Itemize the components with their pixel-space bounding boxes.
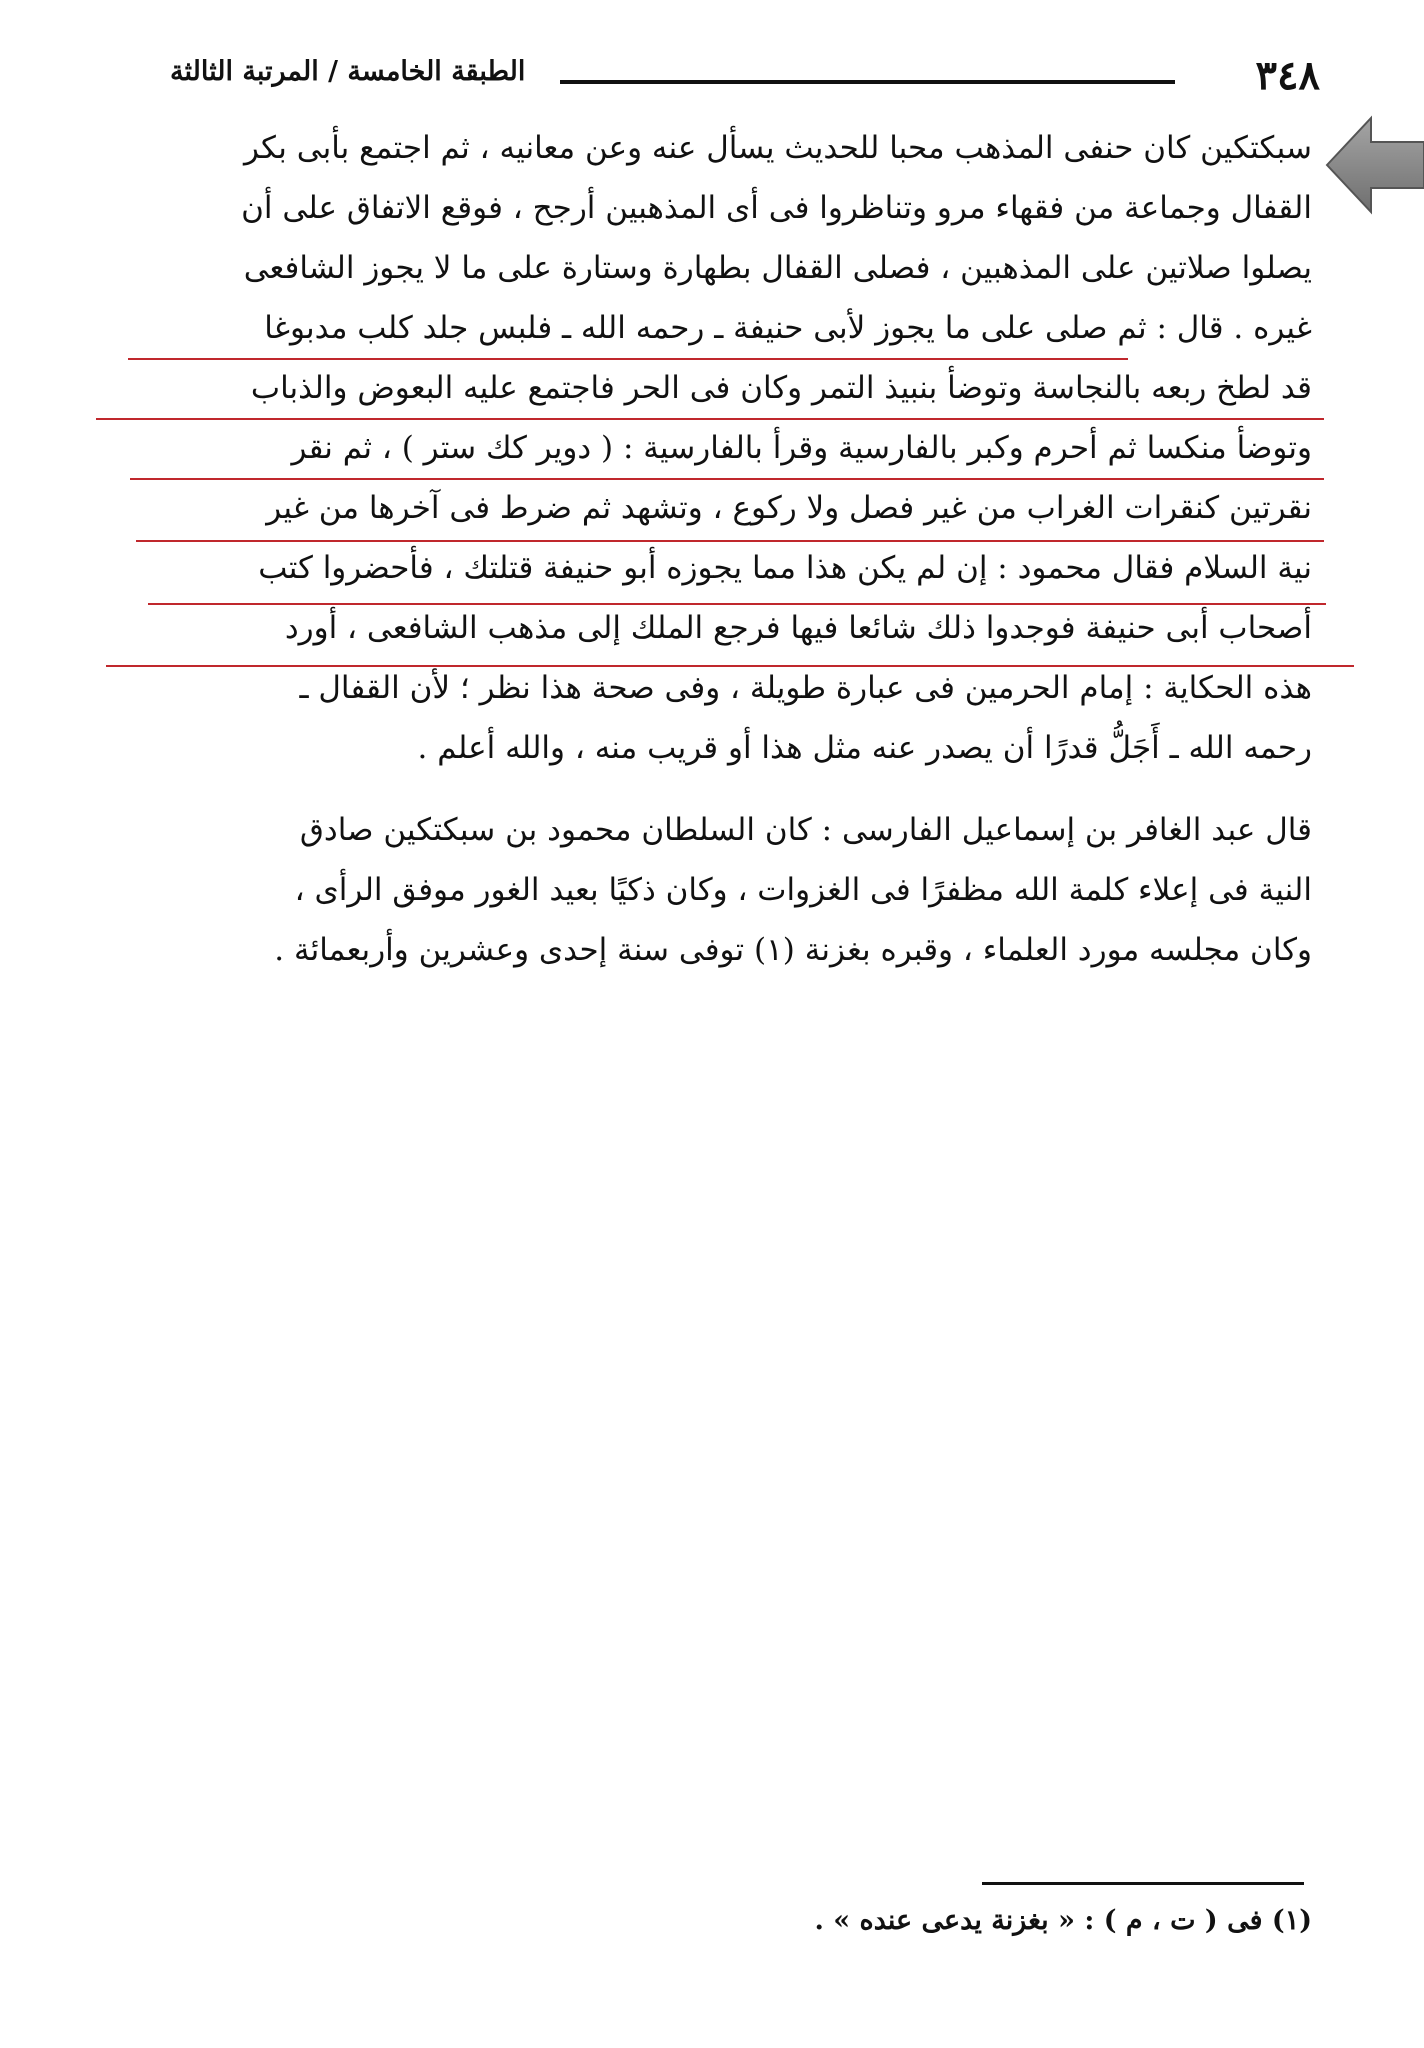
red-underline xyxy=(128,358,1128,360)
footnote: (١) فى ( ت ، م ) : « بغزنة يدعى عنده » . xyxy=(814,1905,1312,1936)
header-rule xyxy=(560,80,1175,84)
text-line: قال عبد الغافر بن إسماعيل الفارسى : كان السلطان محمود بن سبكتكين صادق xyxy=(299,812,1312,848)
text-line: وكان مجلسه مورد العلماء ، وقبره بغزنة (١) توفى سنة إحدى وعشرين وأربعمائة . xyxy=(274,932,1312,968)
running-title: الطبقة الخامسة / المرتبة الثالثة xyxy=(170,56,526,87)
text-line: القفال وجماعة من فقهاء مرو وتناظروا فى أى المذهبين أرجح ، فوقع الاتفاق على أن xyxy=(241,190,1312,226)
red-underline xyxy=(148,603,1326,605)
text-line: رحمه الله ـ أَجَلُّ قدرًا أن يصدر عنه مثل هذا أو قريب منه ، والله أعلم . xyxy=(417,730,1312,766)
main-text xyxy=(170,118,1312,980)
text-line: وتوضأ منكسا ثم أحرم وكبر بالفارسية وقرأ بالفارسية : ( دوير كك ستر ) ، ثم نقر xyxy=(291,430,1312,466)
text-line: قد لطخ ربعه بالنجاسة وتوضأ بنبيذ التمر وكان فى الحر فاجتمع عليه البعوض والذباب xyxy=(250,370,1312,406)
text-line: النية فى إعلاء كلمة الله مظفرًا فى الغزوات ، وكان ذكيًا بعيد الغور موفق الرأى ، xyxy=(294,872,1312,908)
text-line: غيره . قال : ثم صلى على ما يجوز لأبى حنيفة ـ رحمه الله ـ فلبس جلد كلب مدبوغا xyxy=(264,310,1312,346)
text-line: نية السلام فقال محمود : إن لم يكن هذا مما يجوزه أبو حنيفة قتلتك ، فأحضروا كتب xyxy=(258,550,1312,586)
left-arrow-icon xyxy=(1325,112,1424,218)
text-line: هذه الحكاية : إمام الحرمين فى عبارة طويلة ، وفى صحة هذا نظر ؛ لأن القفال ـ xyxy=(299,670,1312,706)
page-header xyxy=(170,48,1320,108)
text-line: أصحاب أبى حنيفة فوجدوا ذلك شائعا فيها فرجع الملك إلى مذهب الشافعى ، أورد xyxy=(284,610,1312,646)
text-line: سبكتكين كان حنفى المذهب محبا للحديث يسأل عنه وعن معانيه ، ثم اجتمع بأبى بكر xyxy=(244,130,1312,166)
page-number: ٣٤٨ xyxy=(1255,52,1320,99)
text-line: نقرتين كنقرات الغراب من غير فصل ولا ركوع ، وتشهد ثم ضرط فى آخرها من غير xyxy=(266,490,1312,526)
red-underline xyxy=(136,540,1324,542)
red-underline xyxy=(106,665,1354,667)
text-line: يصلوا صلاتين على المذهبين ، فصلى القفال بطهارة وستارة على ما لا يجوز الشافعى xyxy=(243,250,1312,286)
footnote-rule xyxy=(982,1882,1304,1885)
red-underline xyxy=(96,418,1324,420)
red-underline xyxy=(130,478,1324,480)
